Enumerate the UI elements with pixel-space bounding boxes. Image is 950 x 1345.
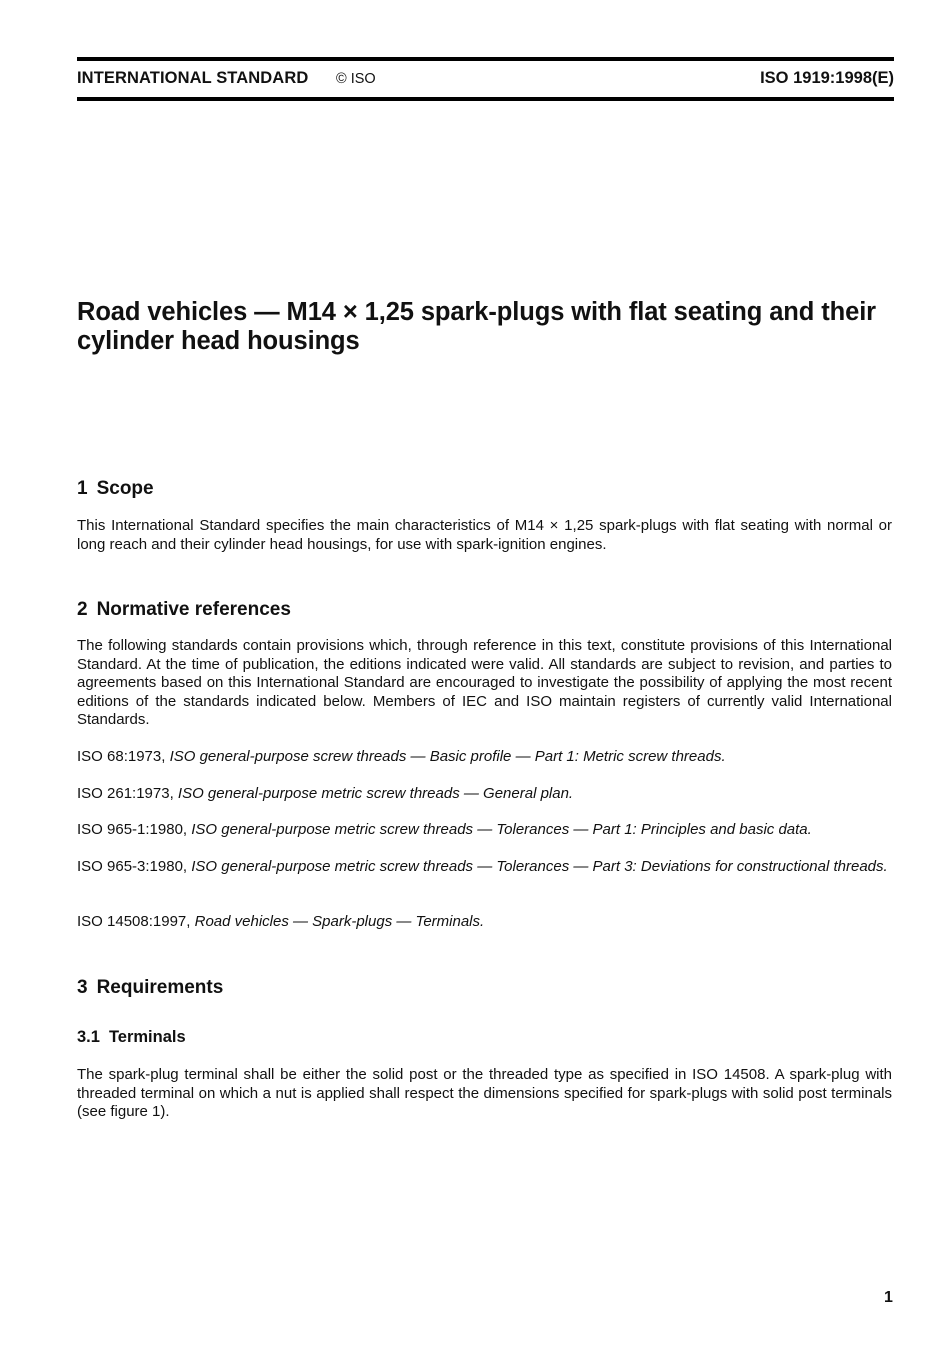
header-bottom-rule — [77, 97, 894, 101]
scope-paragraph: This International Standard specifies the main characteristics of M14 × 1,25 spark-plugs with flat seating with normal or long reach and their cylinder head housings, for use with spark-ignition engines. — [77, 517, 892, 553]
header-standard-label: INTERNATIONAL STANDARD — [77, 69, 309, 87]
reference-title: ISO general-purpose metric screw threads — General plan. — [177, 785, 574, 802]
subsection-number: 3.1 — [77, 1028, 100, 1046]
document-title: Road vehicles — M14 × 1,25 spark-plugs with flat seating and their cylinder head housings — [77, 298, 877, 355]
section-title: Scope — [96, 478, 154, 499]
section-heading-scope — [77, 478, 154, 500]
reference-item — [77, 858, 892, 877]
section-heading-normative-references — [77, 599, 291, 621]
reference-item — [77, 821, 892, 840]
reference-title: ISO general-purpose metric screw threads — Tolerances — Part 3: Deviations for constructional threads. — [191, 858, 888, 875]
reference-title: ISO general-purpose screw threads — Basic profile — Part 1: Metric screw threads. — [169, 748, 726, 765]
reference-code: ISO 14508:1997, — [77, 913, 191, 930]
subsection-title: Terminals — [108, 1028, 186, 1046]
section-title: Normative references — [96, 599, 291, 620]
page-header — [77, 69, 894, 89]
reference-title: ISO general-purpose metric screw threads — Tolerances — Part 1: Principles and basic data. — [191, 821, 812, 838]
reference-code: ISO 68:1973, — [77, 748, 166, 765]
page-number: 1 — [884, 1289, 893, 1306]
section-number: 3 — [77, 977, 88, 998]
reference-item — [77, 748, 892, 767]
section-title: Requirements — [96, 977, 224, 998]
section-number: 1 — [77, 478, 88, 499]
reference-code: ISO 965-1:1980, — [77, 821, 188, 838]
normative-references-paragraph: The following standards contain provisions which, through reference in this text, constitute provisions of this International Standard. At the time of publication, the editions indicated were valid. All standards are subject to revision, and parties to agreements based on this International Standard are encouraged to investigate the possibility of applying the most recent editions of the standards indicated below. Members of IEC and ISO maintain registers of currently valid International Standards. — [77, 637, 892, 728]
terminals-paragraph: The spark-plug terminal shall be either the solid post or the threaded type as specified in ISO 14508. A spark-plug with threaded terminal on which a nut is applied shall respect the dimensions specified for spark-plugs with solid post terminals (see figure 1). — [77, 1066, 892, 1120]
reference-code: ISO 261:1973, — [77, 785, 174, 802]
header-standard-number: ISO 1919:1998(E) — [760, 69, 894, 87]
header-top-rule — [77, 57, 894, 61]
reference-item — [77, 913, 892, 932]
section-number: 2 — [77, 599, 88, 620]
reference-code: ISO 965-3:1980, — [77, 858, 188, 875]
section-heading-requirements — [77, 977, 223, 999]
reference-item — [77, 785, 892, 804]
subsection-heading-terminals — [77, 1027, 186, 1047]
reference-title: Road vehicles — Spark-plugs — Terminals. — [194, 913, 485, 930]
header-copyright: © ISO — [336, 71, 376, 87]
